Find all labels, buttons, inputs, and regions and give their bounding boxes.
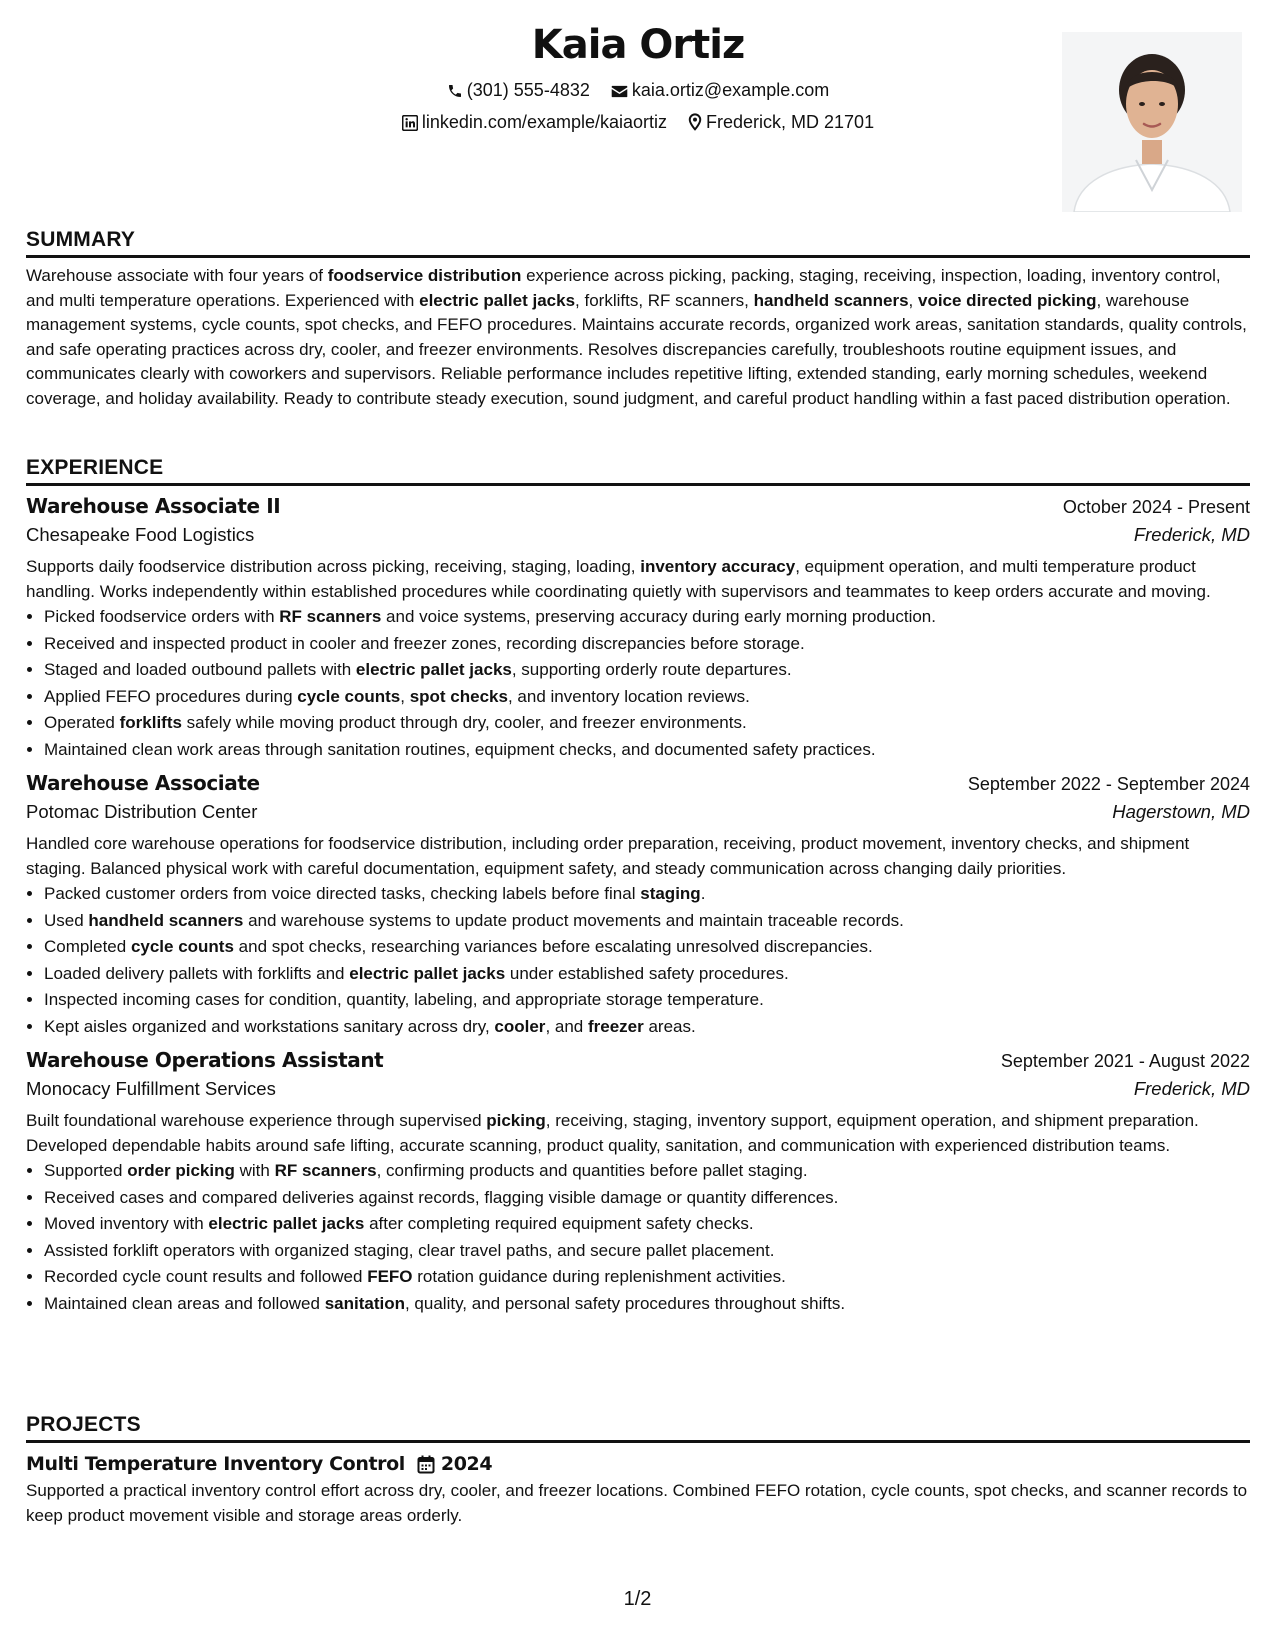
job-header xyxy=(26,494,1250,518)
project-list xyxy=(26,1453,1250,1528)
bold-keyword: electric pallet jacks xyxy=(349,963,506,983)
candidate-name: Kaia Ortiz xyxy=(531,22,745,68)
bold-keyword: handheld scanners xyxy=(88,910,244,930)
linkedin-text: linkedin.com/example/kaiaortiz xyxy=(421,112,667,132)
page-number: 1/2 xyxy=(623,1588,652,1610)
summary-section xyxy=(26,228,1250,411)
job-subheader xyxy=(26,1078,1250,1100)
summary-heading: SUMMARY xyxy=(26,228,1250,258)
bullet-item: • Maintained clean work areas through sanitation routines, equipment checks, and documented safety practices. xyxy=(44,737,1250,764)
job-entry xyxy=(26,1048,1250,1317)
envelope-icon xyxy=(611,84,628,99)
bold-keyword: freezer xyxy=(587,1016,644,1036)
company-name: Chesapeake Food Logistics xyxy=(26,524,255,545)
job-subheader xyxy=(26,524,1250,546)
project-year: 2024 xyxy=(440,1453,493,1475)
job-description: Built foundational warehouse experience through supervised picking, receiving, staging, inventory support, equipment operation, and shipment preparation. Developed dependable habits around safe lifting, accurate scanning, product quality, sanitation, and communication with experienced distribution teams. xyxy=(26,1111,1199,1155)
bullet-item: • Assisted forklift operators with organized staging, clear travel paths, and secure pallet placement. xyxy=(44,1238,1250,1265)
bold-keyword: spot checks xyxy=(409,686,508,706)
map-pin-icon xyxy=(688,113,702,131)
company-name: Monocacy Fulfillment Services xyxy=(26,1078,276,1099)
bullet-item: • Staged and loaded outbound pallets with electric pallet jacks, supporting orderly route departures. xyxy=(44,657,1250,684)
profile-photo xyxy=(1062,32,1242,212)
bold-keyword: foodservice distribution xyxy=(327,266,522,285)
bold-keyword: cycle counts xyxy=(297,686,401,706)
bold-keyword: staging xyxy=(640,884,701,903)
job-dates: September 2022 - September 2024 xyxy=(967,774,1250,794)
job-title: Warehouse Associate II xyxy=(26,494,281,518)
job-description: Supports daily foodservice distribution across picking, receiving, staging, loading, inventory accuracy, equipment operation, and multi temperature product handling. Works independently within established procedures while coordinating quietly with supervisors and teammates to keep orders accurate and moving. xyxy=(26,557,1211,601)
job-title: Warehouse Operations Assistant xyxy=(26,1048,384,1072)
bullet-item: • Received and inspected product in cooler and freezer zones, recording discrepancies before storage. xyxy=(44,631,1250,658)
location-text: Frederick, MD 21701 xyxy=(706,112,875,132)
bullet-item: • Loaded delivery pallets with forklifts and electric pallet jacks under established safety procedures. xyxy=(44,961,1250,988)
resume-header xyxy=(26,0,1250,218)
job-bullets xyxy=(26,881,1250,1040)
contact-location xyxy=(688,112,874,133)
job-location: Frederick, MD xyxy=(1133,1078,1250,1099)
bullet-item: • Kept aisles organized and workstations sanitary across dry, cooler, and freezer areas. xyxy=(44,1014,1250,1041)
bold-keyword: sanitation xyxy=(324,1293,405,1313)
calendar-icon xyxy=(417,1455,435,1474)
bullet-item: • Used handheld scanners and warehouse systems to update product movements and maintain traceable records. xyxy=(44,908,1250,935)
bold-keyword: forklifts xyxy=(119,713,182,732)
bullet-item: • Moved inventory with electric pallet jacks after completing required equipment safety checks. xyxy=(44,1211,1250,1238)
summary-text: Warehouse associate with four years of foodservice distribution experience across picking, packing, staging, receiving, inspection, loading, inventory control, and multi temperature operations. Experienced with electric pallet jacks, forklifts, RF scanners, handheld scanners, voice directed picking, warehouse management systems, cycle counts, spot checks, and FEFO procedures. Maintains accurate records, organized work areas, sanitation standards, quality controls, and safe operating practices across dry, cooler, and freezer environments. Resolves discrepancies carefully, troubleshoots routine equipment issues, and communicates clearly with coworkers and supervisors. Reliable performance includes repetitive lifting, extended standing, early morning schedules, weekend coverage, and holiday availability. Ready to contribute steady execution, sound judgment, and careful product handling within a fast paced distribution operation. xyxy=(26,266,1247,408)
bold-keyword: RF scanners xyxy=(274,1161,377,1180)
projects-heading: PROJECTS xyxy=(26,1413,1250,1443)
projects-section xyxy=(26,1413,1250,1528)
job-entry xyxy=(26,494,1250,763)
contact-phone[interactable] xyxy=(447,80,590,101)
job-header xyxy=(26,771,1250,795)
bullet-item: • Applied FEFO procedures during cycle counts, spot checks, and inventory location reviews. xyxy=(44,684,1250,711)
job-list xyxy=(26,494,1250,1317)
job-dates: October 2024 - Present xyxy=(1062,497,1250,517)
bold-keyword: cycle counts xyxy=(130,937,234,956)
bullet-item: • Inspected incoming cases for condition, quantity, labeling, and appropriate storage temperature. xyxy=(44,987,1250,1014)
project-name: Multi Temperature Inventory Control xyxy=(26,1453,405,1475)
contact-linkedin[interactable] xyxy=(402,112,667,133)
bold-keyword: electric pallet jacks xyxy=(355,660,512,679)
phone-icon xyxy=(447,83,463,99)
bold-keyword: electric pallet jacks xyxy=(208,1214,365,1233)
bold-keyword: RF scanners xyxy=(279,607,382,626)
bold-keyword: electric pallet jacks xyxy=(419,290,576,310)
bold-keyword: cooler xyxy=(494,1016,546,1036)
phone-text: (301) 555-4832 xyxy=(466,80,590,100)
linkedin-icon xyxy=(402,115,418,131)
job-bullets xyxy=(26,1158,1250,1317)
bold-keyword: inventory accuracy xyxy=(640,557,796,576)
bold-keyword: handheld scanners xyxy=(753,290,909,310)
job-header xyxy=(26,1048,1250,1072)
job-dates: September 2021 - August 2022 xyxy=(1000,1051,1250,1071)
bullet-item: • Supported order picking with RF scanners, confirming products and quantities before pallet staging. xyxy=(44,1158,1250,1185)
experience-heading: EXPERIENCE xyxy=(26,456,1250,486)
experience-section xyxy=(26,456,1250,1317)
bold-keyword: FEFO xyxy=(367,1267,413,1286)
job-bullets xyxy=(26,604,1250,763)
contact-email[interactable] xyxy=(611,80,829,101)
bullet-item: • Received cases and compared deliveries against records, flagging visible damage or quantity differences. xyxy=(44,1185,1250,1212)
job-description: Handled core warehouse operations for foodservice distribution, including order preparation, receiving, product movement, inventory checks, and shipment staging. Balanced physical work with careful documentation, equipment safety, and steady communication across changing daily priorities. xyxy=(26,834,1190,878)
company-name: Potomac Distribution Center xyxy=(26,801,258,822)
job-entry xyxy=(26,771,1250,1040)
job-subheader xyxy=(26,801,1250,823)
email-text: kaia.ortiz@example.com xyxy=(631,80,830,100)
job-location: Frederick, MD xyxy=(1133,524,1250,545)
bullet-item: • Completed cycle counts and spot checks, researching variances before escalating unresolved discrepancies. xyxy=(44,934,1250,961)
bold-keyword: voice directed picking xyxy=(917,290,1097,310)
bullet-item: • Packed customer orders from voice directed tasks, checking labels before final staging. xyxy=(44,881,1250,908)
project-description: Supported a practical inventory control effort across dry, cooler, and freezer locations. Combined FEFO rotation, cycle counts, spot checks, and scanner records to keep product movement visible and storage areas orderly. xyxy=(26,1481,1248,1525)
bold-keyword: order picking xyxy=(127,1161,235,1180)
bullet-item: • Recorded cycle count results and followed FEFO rotation guidance during replenishment activities. xyxy=(44,1264,1250,1291)
bullet-item: • Maintained clean areas and followed sanitation, quality, and personal safety procedures throughout shifts. xyxy=(44,1291,1250,1318)
job-title: Warehouse Associate xyxy=(26,771,260,795)
bold-keyword: picking xyxy=(486,1111,546,1130)
bullet-item: • Operated forklifts safely while moving product through dry, cooler, and freezer environments. xyxy=(44,710,1250,737)
job-location: Hagerstown, MD xyxy=(1112,801,1250,822)
project-header xyxy=(26,1453,1250,1475)
bullet-item: • Picked foodservice orders with RF scanners and voice systems, preserving accuracy during early morning production. xyxy=(44,604,1250,631)
